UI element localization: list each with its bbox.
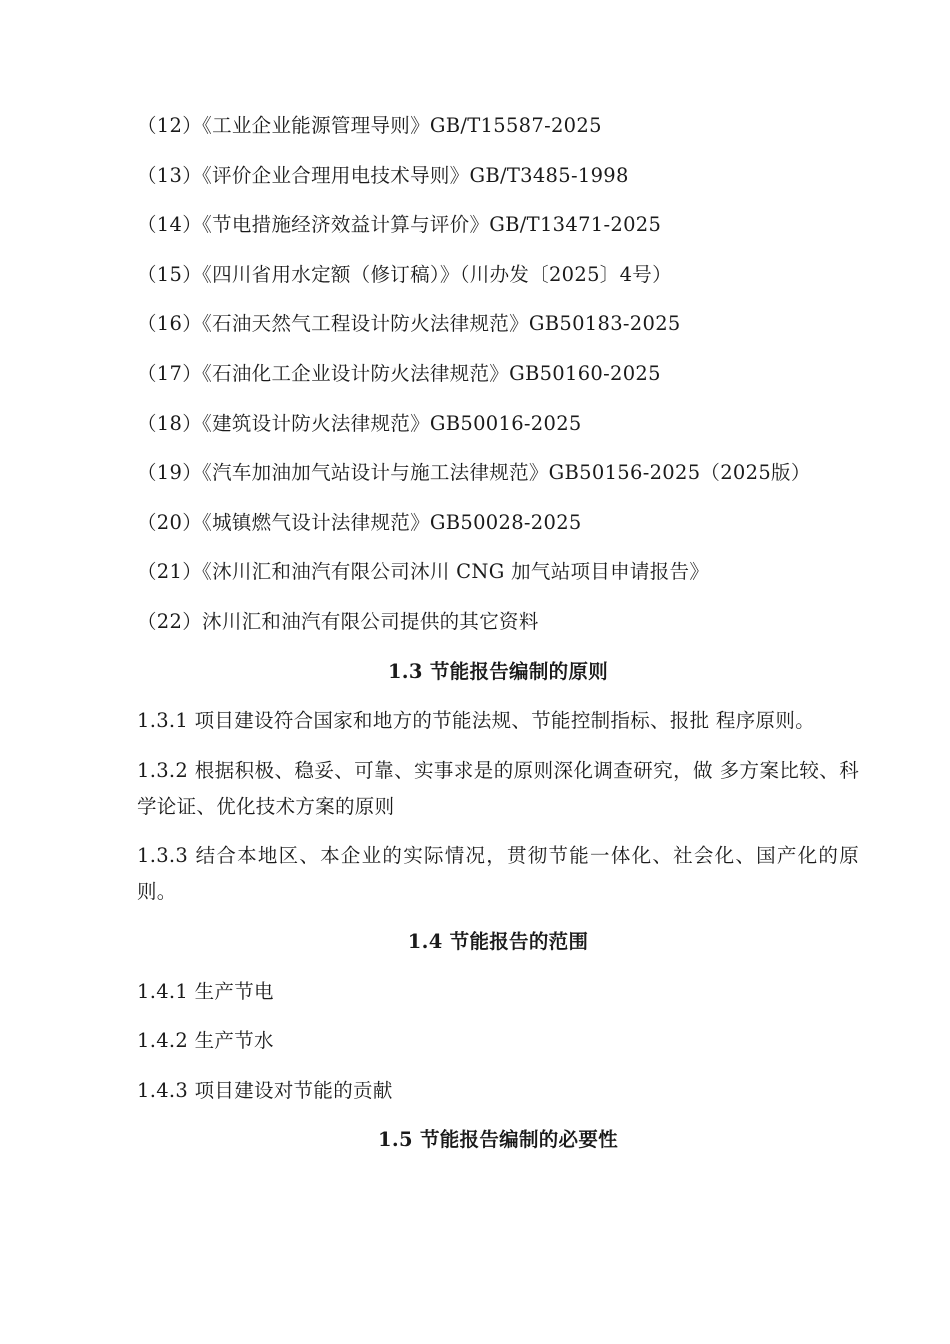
reference-item-19: （19）《汽车加油加气站设计与施工法律规范》GB50156-2025（2025版）	[137, 461, 811, 485]
section-heading-1-4: 1.4 节能报告的范围	[407, 929, 589, 953]
reference-item-21: （21）《沐川汇和油汽有限公司沐川 CNG 加气站项目申请报告》	[137, 560, 710, 584]
section-heading-1-5: 1.5 节能报告编制的必要性	[378, 1128, 618, 1152]
reference-item-22: （22）沐川汇和油汽有限公司提供的其它资料	[137, 609, 539, 633]
reference-item-20: （20）《城镇燃气设计法律规范》GB50028-2025	[137, 510, 582, 534]
reference-item-18: （18）《建筑设计防火法律规范》GB50016-2025	[137, 411, 582, 435]
scope-item-1-4-1: 1.4.1 生产节电	[137, 979, 274, 1003]
section-heading-1-3: 1.3 节能报告编制的原则	[387, 659, 609, 683]
reference-item-16: （16）《石油天然气工程设计防火法律规范》GB50183-2025	[137, 312, 681, 336]
reference-item-17: （17）《石油化工企业设计防火法律规范》GB50160-2025	[137, 361, 661, 385]
scope-item-1-4-3: 1.4.3 项目建设对节能的贡献	[137, 1078, 393, 1102]
scope-item-1-4-2: 1.4.2 生产节水	[137, 1029, 274, 1053]
document-page	[137, 108, 859, 1172]
reference-item-14: （14）《节电措施经济效益计算与评价》GB/T13471-2025	[137, 213, 662, 237]
principle-item-1-3-3: 1.3.3 结合本地区、本企业的实际情况，贯彻节能一体化、社会化、国产化的原则。	[137, 844, 859, 904]
principle-item-1-3-2: 1.3.2 根据积极、稳妥、可靠、实事求是的原则深化调查研究，做 多方案比较、科学论证、优化技术方案的原则	[137, 758, 859, 818]
reference-item-15: （15）《四川省用水定额（修订稿）》（川办发〔2025〕4号）	[137, 262, 672, 286]
reference-item-13: （13）《评价企业合理用电技术导则》GB/T3485-1998	[137, 163, 629, 187]
reference-item-12: （12）《工业企业能源管理导则》GB/T15587-2025	[137, 114, 602, 137]
principle-item-1-3-1: 1.3.1 项目建设符合国家和地方的节能法规、节能控制指标、报批 程序原则。	[137, 709, 815, 733]
